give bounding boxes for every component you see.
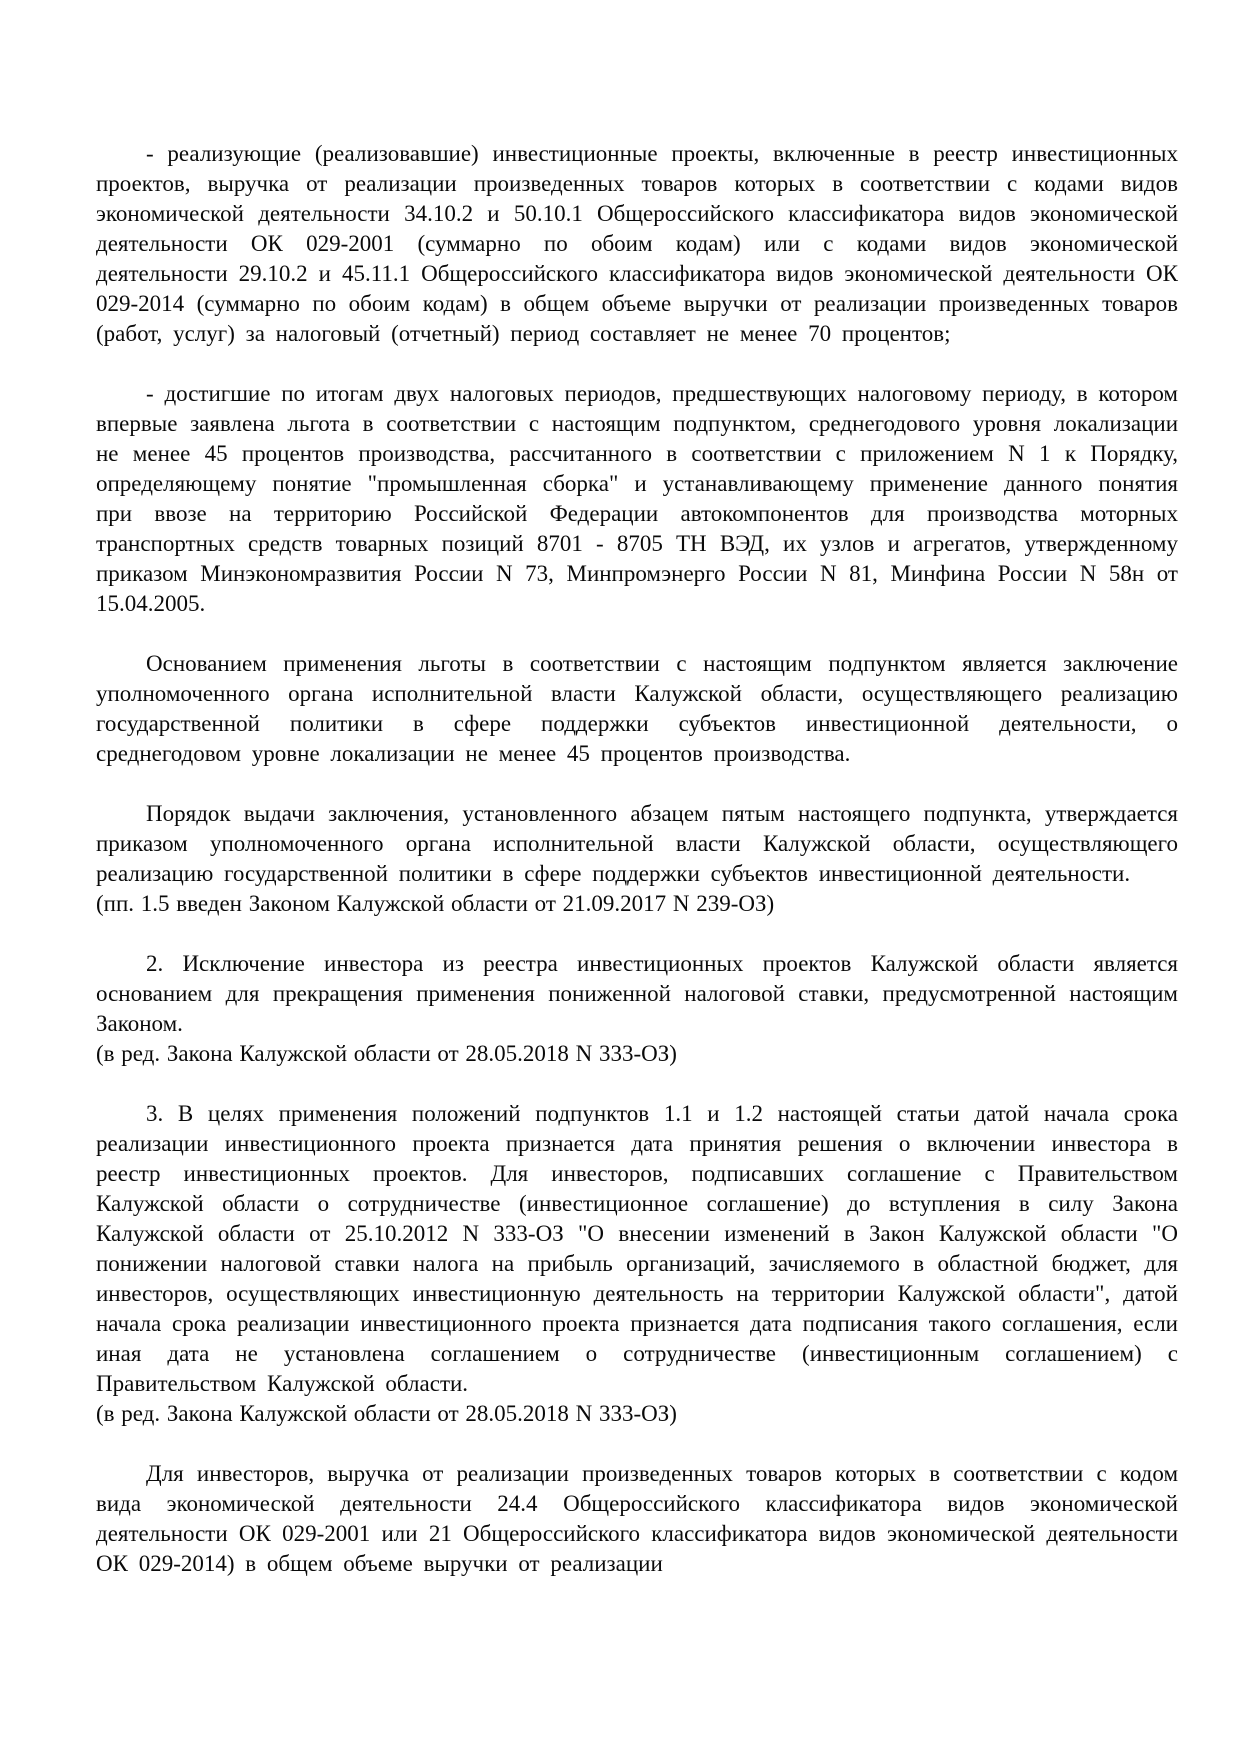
paragraph-conclusion-issue-procedure: Порядок выдачи заключения, установленного абзацем пятым настоящего подпункта, утверждается приказом уполномоченного органа исполнительной власти Калужской области, осуществляющего реализацию государственной политики в сфере поддержки субъектов инвестиционной деятельности. — [96, 801, 1178, 886]
paragraph-investors-revenue-share: Для инвесторов, выручка от реализации произведенных товаров которых в соответствии с кодом вида экономической деятельности 24.4 Общероссийского классификатора видов экономической деятельности ОК 029-2001 или 21 Общероссийского классификатора видов экономической деятельности ОК 029-2014) в общем объеме выручки от реализации — [96, 1461, 1178, 1576]
paragraph-vehicle-activity-codes: - реализующие (реализовавшие) инвестиционные проекты, включенные в реестр инвестиционных проектов, выручка от реализации произведенных товаров которых в соответствии с кодами видов экономической деятельности 34.10.2 и 50.10.1 Общероссийского классификатора видов экономической деятельности ОК 029-2001 (суммарно по обоим кодам) или с кодами видов экономической деятельности 29.10.2 и 45.11.1 Общероссийского классификатора видов экономической деятельности ОК 029-2014 (суммарно по обоим кодам) в общем объеме выручки от реализации произведенных товаров (работ, услуг) за налоговый (отчетный) период составляет не менее 70 процентов; — [96, 141, 1178, 346]
note-revision-2018-333-oz-second: (в ред. Закона Калужской области от 28.05.2018 N 333-ОЗ) — [96, 1401, 677, 1426]
paragraph-localization-requirement: - достигшие по итогам двух налоговых периодов, предшествующих налоговому периоду, в котором впервые заявлена льгота в соответствии с настоящим подпунктом, среднегодового уровня локализации не менее 45 процентов производства, рассчитанного в соответствии с приложением N 1 к Порядку, определяющему понятие "промышленная сборка" и устанавливающему применение данного понятия при ввозе на территорию Российской Федерации автокомпонентов для производства моторных транспортных средств товарных позиций 8701 - 8705 ТН ВЭД, их узлов и агрегатов, утвержденному приказом Минэкономразвития России N 73, Минпромэнерго России N 81, Минфина России N 58н от 15.04.2005. — [96, 381, 1178, 616]
paragraph-item-3-project-start-date: 3. В целях применения положений подпунктов 1.1 и 1.2 настоящей статьи датой начала срока реализации инвестиционного проекта признается дата принятия решения о включении инвестора в реестр инвестиционных проектов. Для инвесторов, подписавших соглашение с Правительством Калужской области о сотрудничестве (инвестиционное соглашение) до вступления в силу Закона Калужской области от 25.10.2012 N 333-ОЗ "О внесении изменений в Закон Калужской области "О понижении налоговой ставки налога на прибыль организаций, зачисляемого в областной бюджет, для инвесторов, осуществляющих инвестиционную деятельность на территории Калужской области", датой начала срока реализации инвестиционного проекта признается дата подписания такого соглашения, если иная дата не установлена соглашением о сотрудничестве (инвестиционным соглашением) с Правительством Калужской области. — [96, 1101, 1178, 1396]
note-pp-1-5-introduced: (пп. 1.5 введен Законом Калужской области от 21.09.2017 N 239-ОЗ) — [96, 891, 775, 916]
note-revision-2018-333-oz: (в ред. Закона Калужской области от 28.05.2018 N 333-ОЗ) — [96, 1041, 677, 1066]
paragraph-benefit-basis: Основанием применения льготы в соответствии с настоящим подпунктом является заключение уполномоченного органа исполнительной власти Калужской области, осуществляющего реализацию государственной политики в сфере поддержки субъектов инвестиционной деятельности, о среднегодовом уровне локализации не менее 45 процентов производства. — [96, 651, 1178, 766]
paragraph-item-2-investor-exclusion: 2. Исключение инвестора из реестра инвестиционных проектов Калужской области является основанием для прекращения применения пониженной налоговой ставки, предусмотренной настоящим Законом. — [96, 951, 1178, 1036]
